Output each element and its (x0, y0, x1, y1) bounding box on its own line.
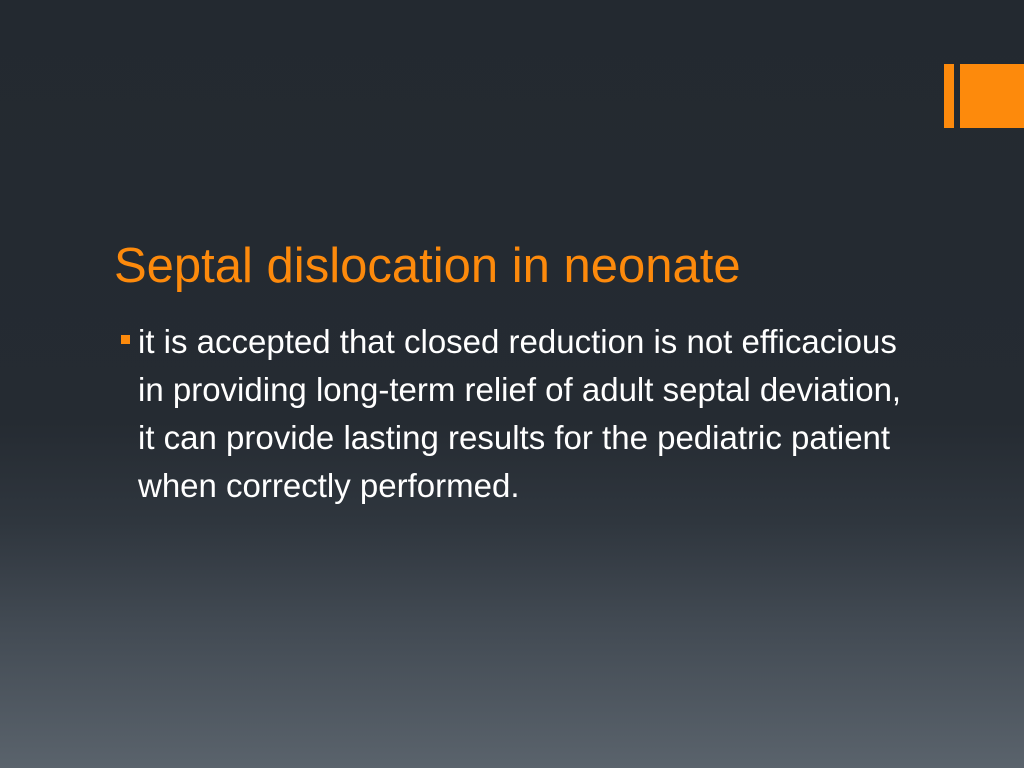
slide-body (116, 318, 906, 510)
accent-bar-thin (944, 64, 954, 128)
bullet-item (116, 318, 906, 510)
bullet-text: it is accepted that closed reduction is not efficacious in providing long-term relief of adult septal deviation, it can provide lasting results for the pediatric patient when correctly performed. (138, 323, 902, 504)
slide-title: Septal dislocation in neonate (114, 239, 741, 293)
accent-bar-block (960, 64, 1024, 128)
square-bullet-icon (121, 335, 130, 344)
